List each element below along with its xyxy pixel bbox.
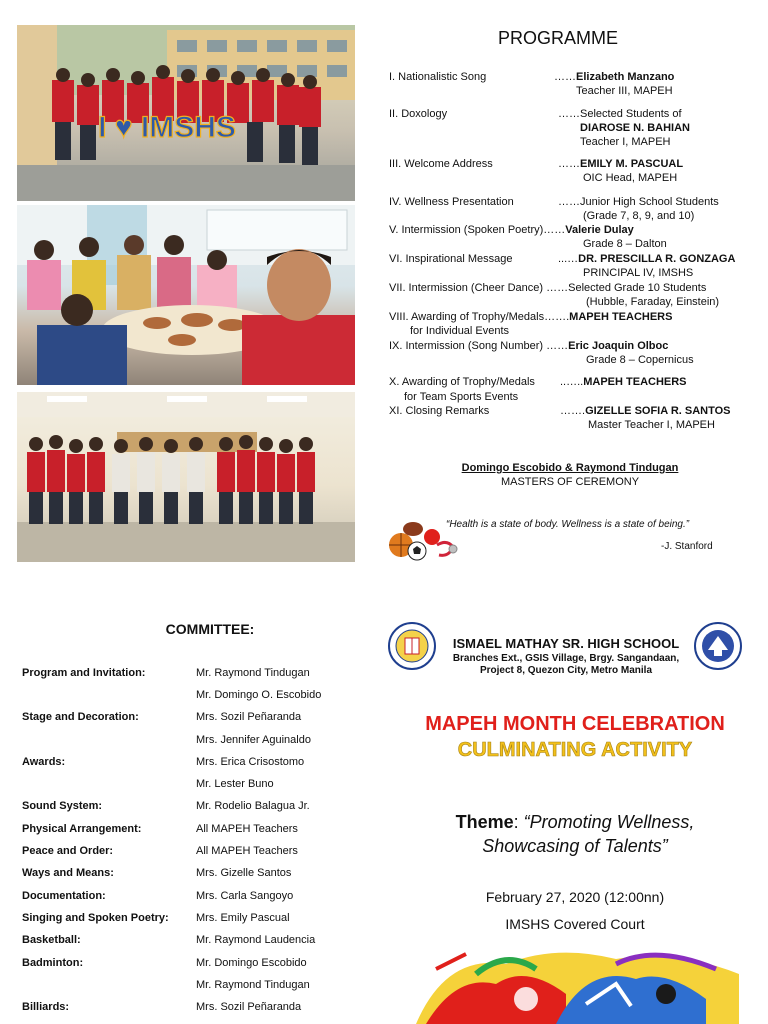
group-photo-outdoor bbox=[17, 25, 355, 201]
sports-collage-art bbox=[416, 944, 739, 1024]
programme-item-11-sub: Master Teacher I, MAPEH bbox=[588, 419, 715, 431]
group-photo-dining bbox=[17, 205, 355, 385]
committee-member: Mrs. Sozil Peñaranda bbox=[196, 711, 302, 723]
event-venue: IMSHS Covered Court bbox=[505, 916, 645, 932]
committee-role: Sound System: bbox=[22, 800, 103, 812]
programme-item-2-sub: Teacher I, MAPEH bbox=[580, 136, 671, 148]
masters-of-ceremony-names: Domingo Escobido & Raymond Tindugan bbox=[461, 462, 679, 474]
programme-item-4-pre: ……Junior High School Students bbox=[558, 196, 719, 208]
committee-member: Mr. Rodelio Balagua Jr. bbox=[196, 800, 310, 812]
programme-item-3: III. Welcome Address bbox=[389, 158, 493, 170]
committee-member: Mr. Raymond Tindugan bbox=[196, 667, 310, 679]
wellness-quote: “Health is a state of body. Wellness is a state of being.” bbox=[446, 519, 690, 530]
programme-item-10-label2: for Team Sports Events bbox=[404, 391, 519, 403]
school-address-line1: Branches Ext., GSIS Village, Brgy. Sangandaan, bbox=[452, 653, 680, 664]
event-subtitle: CULMINATING ACTIVITY bbox=[457, 739, 693, 761]
committee-role: Documentation: bbox=[22, 890, 106, 902]
school-address-line2: Project 8, Quezon City, Metro Manila bbox=[479, 665, 653, 676]
programme-item-2-name: DIAROSE N. BAHIAN bbox=[580, 122, 691, 134]
committee-member: Mrs. Emily Pascual bbox=[196, 912, 290, 924]
programme-item-2: II. Doxology bbox=[389, 108, 448, 120]
programme-item-9-sub: Grade 8 – Copernicus bbox=[586, 354, 694, 366]
committee-role: Peace and Order: bbox=[22, 845, 114, 857]
programme-item-11-name: …….GIZELLE SOFIA R. SANTOS bbox=[560, 405, 731, 417]
committee-member: Mrs. Sozil Peñaranda bbox=[196, 1001, 302, 1013]
school-name: ISMAEL MATHAY SR. HIGH SCHOOL bbox=[452, 636, 680, 651]
masters-of-ceremony-role: MASTERS OF CEREMONY bbox=[500, 476, 640, 488]
event-title: MAPEH MONTH CELEBRATION bbox=[425, 713, 725, 735]
programme-item-6-sub: PRINCIPAL IV, IMSHS bbox=[583, 267, 694, 279]
committee-member: Mr. Raymond Tindugan bbox=[196, 979, 310, 991]
programme-item-10: X. Awarding of Trophy/Medals bbox=[389, 376, 535, 388]
programme-item-1-name: ……Elizabeth Manzano bbox=[554, 71, 675, 83]
programme-item-4: IV. Wellness Presentation bbox=[389, 196, 514, 208]
committee-role: Stage and Decoration: bbox=[22, 711, 139, 723]
theme-label: Theme bbox=[455, 812, 514, 832]
programme-item-8: VIII. Awarding of Trophy/Medals…….MAPEH TEACHERS bbox=[389, 311, 673, 323]
event-theme-line2: Showcasing of Talents” bbox=[482, 836, 668, 856]
committee-member: Mrs. Carla Sangoyo bbox=[196, 890, 294, 902]
programme-item-7-sub: (Hubble, Faraday, Einstein) bbox=[586, 296, 720, 308]
committee-member: Mr. Raymond Laudencia bbox=[196, 934, 316, 946]
committee-role: Basketball: bbox=[22, 934, 81, 946]
committee-role: Ways and Means: bbox=[22, 867, 114, 879]
quote-author: -J. Stanford bbox=[661, 541, 713, 552]
event-date: February 27, 2020 (12:00nn) bbox=[485, 889, 665, 905]
programme-item-1 bbox=[389, 70, 486, 84]
imshs-sign: I ♥ IMSHS bbox=[98, 111, 236, 144]
committee-member: Mrs. Erica Crisostomo bbox=[196, 756, 305, 768]
programme-item-label: I. Nationalistic Song bbox=[389, 71, 487, 83]
programme-item-2-pre: ……Selected Students of bbox=[558, 108, 682, 120]
event-theme-line1: Theme: “Promoting Wellness, bbox=[455, 812, 695, 832]
committee-member: All MAPEH Teachers bbox=[196, 845, 298, 857]
programme-title: PROGRAMME bbox=[497, 28, 618, 48]
committee-member: Mrs. Gizelle Santos bbox=[196, 867, 292, 879]
programme-item-6-name: ...…DR. PRESCILLA R. GONZAGA bbox=[558, 253, 736, 265]
programme-item-9: IX. Intermission (Song Number) ……Eric Joaquin Olboc bbox=[389, 340, 669, 352]
programme-item-5-sub: Grade 8 – Dalton bbox=[583, 238, 667, 250]
committee-member: Mrs. Jennifer Aguinaldo bbox=[196, 734, 311, 746]
committee-role: Program and Invitation: bbox=[22, 667, 146, 679]
programme-item-1-sub: Teacher III, MAPEH bbox=[576, 85, 673, 97]
programme-item-11: XI. Closing Remarks bbox=[389, 405, 490, 417]
programme-item-6: VI. Inspirational Message bbox=[389, 253, 513, 265]
committee-role: Badminton: bbox=[22, 957, 84, 969]
programme-item-4-sub: (Grade 7, 8, 9, and 10) bbox=[583, 210, 695, 222]
programme-item-8-label2: for Individual Events bbox=[410, 325, 510, 337]
programme-item-5: V. Intermission (Spoken Poetry)……Valerie Dulay bbox=[389, 224, 634, 236]
committee-member: Mr. Domingo O. Escobido bbox=[196, 689, 322, 701]
committee-role: Singing and Spoken Poetry: bbox=[22, 912, 169, 924]
committee-role: Physical Arrangement: bbox=[22, 823, 142, 835]
committee-member: All MAPEH Teachers bbox=[196, 823, 298, 835]
committee-title: COMMITTEE: bbox=[165, 621, 255, 637]
group-photo-indoor bbox=[17, 392, 355, 562]
programme-item-3-name: ……EMILY M. PASCUAL bbox=[558, 158, 684, 170]
committee-member: Mr. Domingo Escobido bbox=[196, 957, 307, 969]
committee-role: Awards: bbox=[22, 756, 66, 768]
programme-item-3-sub: OIC Head, MAPEH bbox=[583, 172, 678, 184]
school-seal-logo bbox=[388, 622, 436, 670]
committee-role: Billiards: bbox=[22, 1001, 70, 1013]
theme-text: “Promoting Wellness, bbox=[523, 812, 695, 832]
programme-item-10-name: ..…..MAPEH TEACHERS bbox=[560, 376, 687, 388]
programme-item-7: VII. Intermission (Cheer Dance) ……Selected Grade 10 Students bbox=[389, 282, 707, 294]
committee-member: Mr. Lester Buno bbox=[196, 778, 274, 790]
